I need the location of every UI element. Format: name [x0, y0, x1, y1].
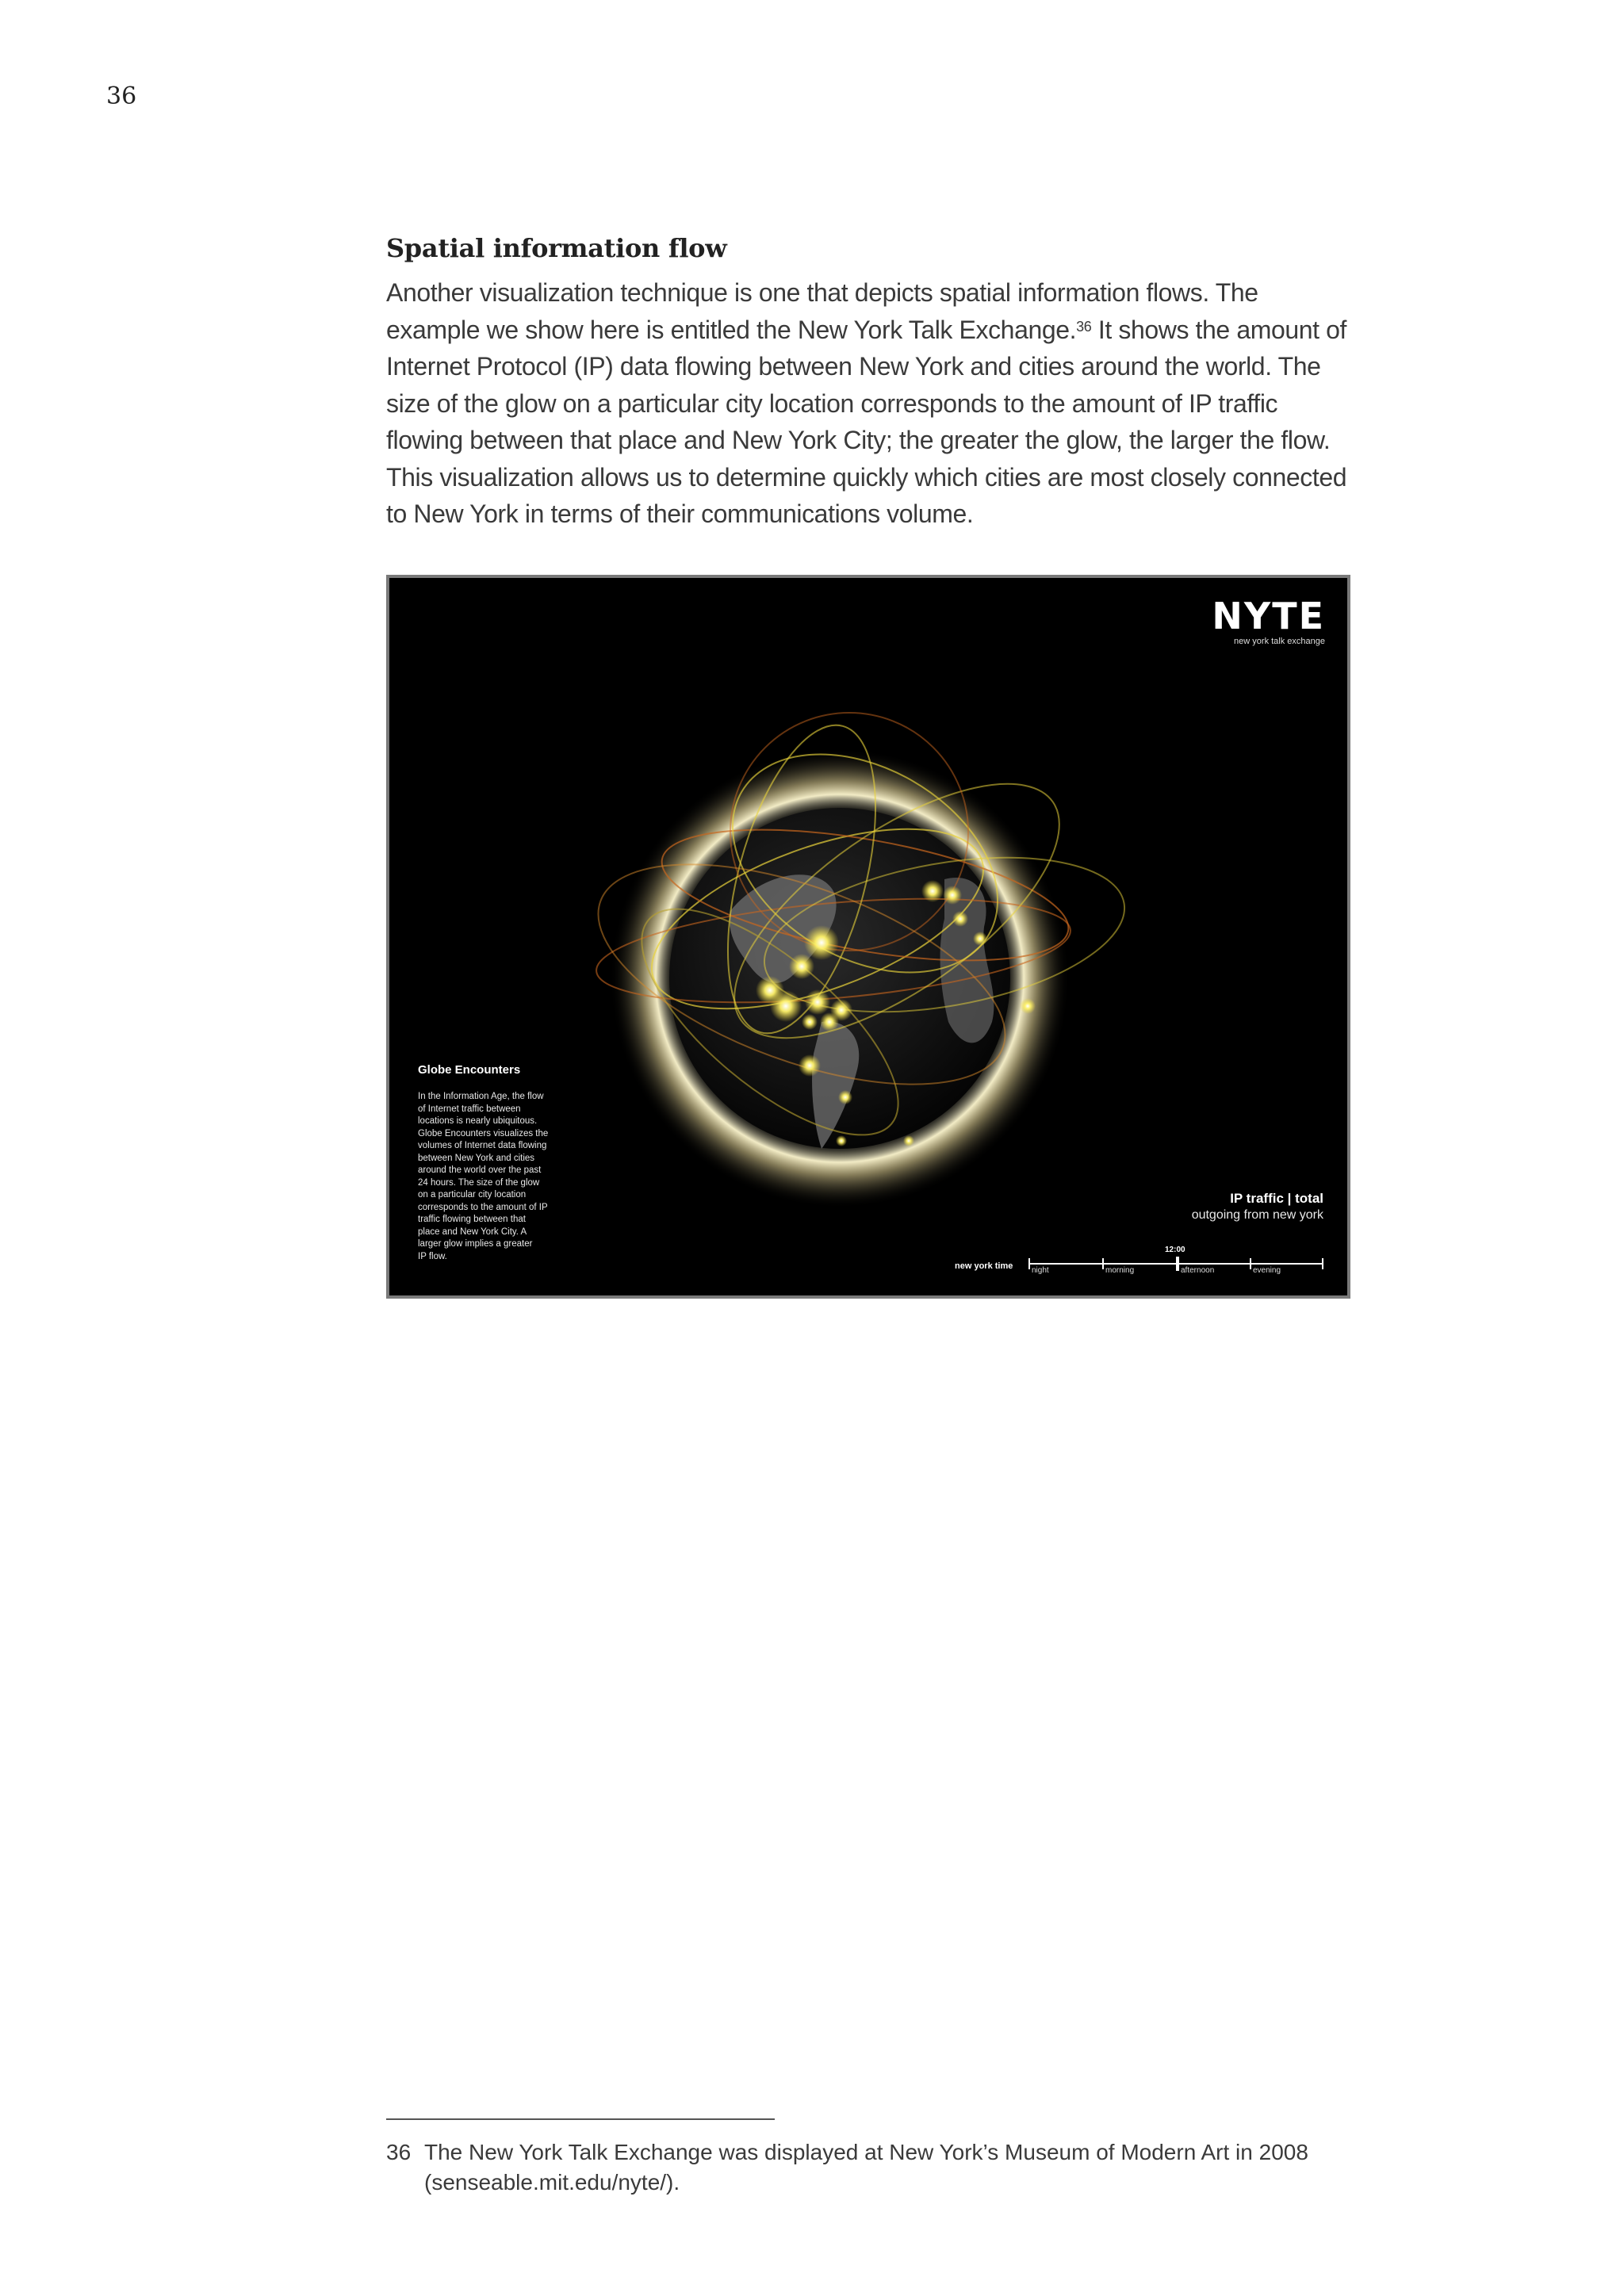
city-glow	[789, 954, 814, 979]
ip-traffic-label	[1192, 1191, 1323, 1223]
city-glow	[805, 989, 830, 1015]
section-spatial-information-flow	[386, 233, 1354, 533]
timeline-tick	[1250, 1258, 1251, 1269]
timeline-period: morning	[1105, 1266, 1135, 1275]
caption-text: In the Information Age, the flow of Internet traffic between locations is nearly ubiquitous. Globe Encounters visualizes the volumes of Internet data flowing between New York and cities around the world over the past 24 hours. The size of the glow on a particular city location corresponds to the amount of IP traffic flowing between that place and New York City. A larger glow implies a greater IP flow.	[418, 1092, 549, 1261]
timeline-bar[interactable]	[1028, 1258, 1323, 1275]
timeline-label: new york time	[955, 1261, 1013, 1271]
timeline-tick	[1102, 1258, 1104, 1269]
city-glow	[820, 1012, 839, 1031]
timeline-period: afternoon	[1181, 1266, 1215, 1275]
footnote-text: The New York Talk Exchange was displayed at New York’s Museum of Modern Art in 2008 (senseable.mit.edu/nyte/).	[424, 2140, 1308, 2195]
nyte-logo	[1212, 597, 1325, 646]
city-glow	[804, 925, 839, 960]
timeline-tick	[1322, 1258, 1323, 1269]
timeline-handle[interactable]	[1176, 1257, 1179, 1271]
city-glow	[836, 1135, 847, 1146]
timeline-period: evening	[1253, 1266, 1281, 1275]
city-glow	[770, 990, 802, 1022]
city-glow	[799, 1054, 821, 1077]
paragraph-text-end: It shows the amount of Internet Protocol (IP) data flowing between New York and cities around the world. The size of the glow on a particular city location corresponds to the amount of IP traffic flowing between that place and New York City; the greater the glow, the larger the flow. This visualization allows us to determine quickly which cities are most closely connected to New York in terms of their communications volume.	[386, 315, 1347, 528]
timeline-period: night	[1032, 1266, 1049, 1275]
nyte-logo-title: NYTE	[1212, 595, 1325, 637]
city-glow	[943, 886, 962, 905]
timeline-tick	[1028, 1258, 1030, 1269]
nyte-figure	[386, 575, 1350, 1299]
ip-traffic-subtitle: outgoing from new york	[1191, 1208, 1323, 1222]
city-glow	[973, 932, 987, 946]
city-glow	[838, 1090, 852, 1104]
city-glow	[952, 911, 968, 927]
paragraph-text-start: Another visualization technique is one that depicts spatial information flows. The example we show here is entitled the New York Talk Exchange.	[386, 278, 1258, 344]
city-glow	[802, 1014, 818, 1030]
footnote-number: 36	[386, 2140, 412, 2164]
timeline-current-time: 12:00	[1165, 1246, 1185, 1254]
ip-traffic-title: IP traffic | total	[1230, 1191, 1323, 1206]
globe-encounters-caption	[418, 1063, 608, 1263]
city-glow	[921, 880, 944, 902]
section-heading: Spatial information flow	[386, 233, 727, 263]
caption-title: Globe Encounters	[418, 1063, 521, 1077]
section-paragraph	[386, 274, 1354, 533]
footnote	[386, 2137, 1354, 2198]
time-slider[interactable]	[389, 1244, 1347, 1292]
city-glow	[903, 1135, 914, 1146]
page-number: 36	[106, 82, 137, 110]
footnote-reference[interactable]: 36	[1076, 318, 1092, 335]
city-glow	[1020, 998, 1036, 1014]
nyte-logo-subtitle: new york talk exchange	[1234, 637, 1325, 646]
footnote-divider	[386, 2118, 775, 2120]
